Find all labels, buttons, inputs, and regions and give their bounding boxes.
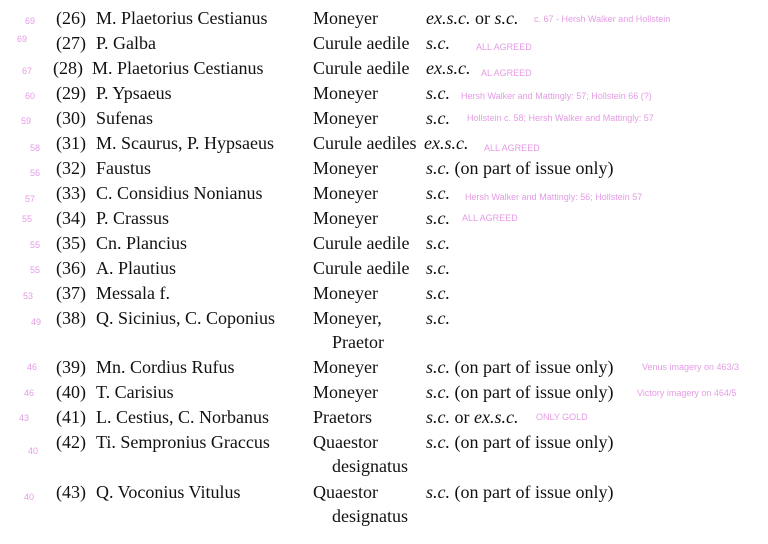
year-annotation: 49 [30, 317, 41, 327]
office: Quaestor [313, 432, 378, 452]
authorization: s.c. [426, 258, 450, 278]
year-annotation: 58 [29, 143, 40, 153]
authorization: s.c. [426, 233, 450, 253]
table-row [0, 308, 768, 354]
moneyer-name: T. Carisius [96, 382, 174, 402]
authorization: s.c. [426, 33, 450, 53]
annotation-note: Victory imagery on 464/5 [637, 388, 737, 398]
table-row [0, 382, 768, 407]
year-annotation: 55 [21, 214, 32, 224]
office: Praetors [313, 407, 372, 427]
authorization: s.c. [426, 208, 450, 228]
office: Moneyer, [313, 308, 382, 328]
moneyer-name: M. Plaetorius Cestianus [96, 8, 268, 28]
year-annotation: 40 [23, 492, 34, 502]
authorization: s.c. (on part of issue only) [426, 432, 614, 452]
moneyer-name: Mn. Cordius Rufus [96, 357, 235, 377]
annotation-note: ONLY GOLD [536, 412, 588, 422]
moneyer-name: P. Crassus [96, 208, 170, 228]
annotation-note: ALL AGREED [484, 143, 540, 153]
authorization: s.c. or ex.s.c. [426, 407, 519, 427]
authorization: s.c. (on part of issue only) [426, 382, 614, 402]
issue-number: (38) [56, 308, 86, 328]
table-row [0, 33, 768, 58]
authorization: ex.s.c. [426, 58, 471, 78]
table-row [0, 108, 768, 133]
year-annotation: 53 [22, 291, 33, 301]
office: Moneyer [313, 83, 378, 103]
year-annotation: 69 [24, 16, 35, 26]
year-annotation: 67 [21, 66, 32, 76]
table-row [0, 133, 768, 158]
annotation-note: ALL AGREED [476, 42, 532, 52]
authorization: s.c. [426, 108, 450, 128]
moneyer-name: A. Plautius [96, 258, 177, 278]
table-row [0, 183, 768, 208]
issue-number: (32) [56, 158, 86, 178]
table-row [0, 208, 768, 233]
authorization: ex.s.c. [424, 133, 469, 153]
year-annotation: 60 [24, 91, 35, 101]
issue-number: (31) [56, 133, 86, 153]
authorization: s.c. [426, 283, 450, 303]
moneyer-name: Q. Voconius Vitulus [96, 482, 241, 502]
issue-number: (41) [56, 407, 86, 427]
table-row [0, 83, 768, 108]
year-annotation: 46 [26, 362, 37, 372]
annotation-note: AL AGREED [481, 68, 532, 78]
year-annotation: 59 [20, 116, 31, 126]
annotation-note: Venus imagery on 463/3 [642, 362, 740, 372]
moneyer-name: C. Considius Nonianus [96, 183, 263, 203]
year-annotation: 69 [16, 34, 27, 44]
issue-number: (30) [56, 108, 86, 128]
table-row [0, 8, 768, 33]
table-row [0, 283, 768, 308]
moneyer-name: P. Galba [96, 33, 156, 53]
issue-number: (27) [56, 33, 86, 53]
year-annotation: 40 [27, 446, 38, 456]
year-annotation: 43 [18, 413, 29, 423]
issue-number: (42) [56, 432, 86, 452]
office-continued: designatus [332, 506, 408, 526]
issue-number: (29) [56, 83, 86, 103]
table-row [0, 432, 768, 478]
issue-number: (28) [53, 58, 83, 78]
table-row [0, 158, 768, 183]
authorization: s.c. [426, 183, 450, 203]
year-annotation: 55 [29, 265, 40, 275]
annotation-note: c. 67 - Hersh Walker and Hollstein [534, 14, 671, 24]
office: Moneyer [313, 357, 378, 377]
office: Moneyer [313, 208, 378, 228]
moneyer-name: M. Scaurus, P. Hypsaeus [96, 133, 274, 153]
year-annotation: 46 [23, 388, 34, 398]
moneyer-name: Sufenas [96, 108, 153, 128]
office: Curule aedile [313, 233, 410, 253]
office: Moneyer [313, 158, 378, 178]
office: Curule aediles [313, 133, 417, 153]
office: Moneyer [313, 183, 378, 203]
table-row [0, 58, 768, 83]
moneyer-name: L. Cestius, C. Norbanus [96, 407, 269, 427]
table-row [0, 407, 768, 432]
office: Moneyer [313, 382, 378, 402]
annotation-note: Hollstein c. 58; Hersh Walker and Mattingly: 57 [467, 113, 654, 123]
office: Quaestor [313, 482, 378, 502]
moneyer-name: Ti. Sempronius Graccus [96, 432, 270, 452]
authorization: s.c. (on part of issue only) [426, 158, 614, 178]
table-row [0, 258, 768, 283]
moneyer-name: P. Ypsaeus [96, 83, 172, 103]
annotation-note: ALL AGREED [462, 213, 518, 223]
authorization: s.c. [426, 308, 450, 328]
moneyer-name: Messala f. [96, 283, 170, 303]
moneyer-name: Faustus [96, 158, 152, 178]
office: Curule aedile [313, 58, 410, 78]
authorization: ex.s.c. or s.c. [426, 8, 519, 28]
issue-number: (40) [56, 382, 86, 402]
issue-number: (37) [56, 283, 86, 303]
table-row [0, 482, 768, 528]
moneyer-name: M. Plaetorius Cestianus [92, 58, 264, 78]
office: Moneyer [313, 283, 378, 303]
issue-number: (36) [56, 258, 86, 278]
annotation-note: Hersh Walker and Mattingly: 57; Hollstein 66 (?) [461, 91, 652, 101]
office-continued: Praetor [332, 332, 384, 352]
issue-number: (26) [56, 8, 86, 28]
office: Moneyer [313, 8, 378, 28]
year-annotation: 55 [29, 240, 40, 250]
office-continued: designatus [332, 456, 408, 476]
issue-number: (33) [56, 183, 86, 203]
authorization: s.c. [426, 83, 450, 103]
moneyer-name: Q. Sicinius, C. Coponius [96, 308, 276, 328]
issue-number: (35) [56, 233, 86, 253]
office: Moneyer [313, 108, 378, 128]
office: Curule aedile [313, 258, 410, 278]
annotation-note: Hersh Walker and Mattingly: 56; Hollstein 57 [465, 192, 643, 202]
issue-number: (34) [56, 208, 86, 228]
year-annotation: 57 [24, 194, 35, 204]
moneyer-name: Cn. Plancius [96, 233, 188, 253]
office: Curule aedile [313, 33, 410, 53]
issue-number: (39) [56, 357, 86, 377]
table-row [0, 233, 768, 258]
issue-number: (43) [56, 482, 86, 502]
authorization: s.c. (on part of issue only) [426, 357, 614, 377]
authorization: s.c. (on part of issue only) [426, 482, 614, 502]
table-row [0, 357, 768, 382]
year-annotation: 56 [29, 168, 40, 178]
